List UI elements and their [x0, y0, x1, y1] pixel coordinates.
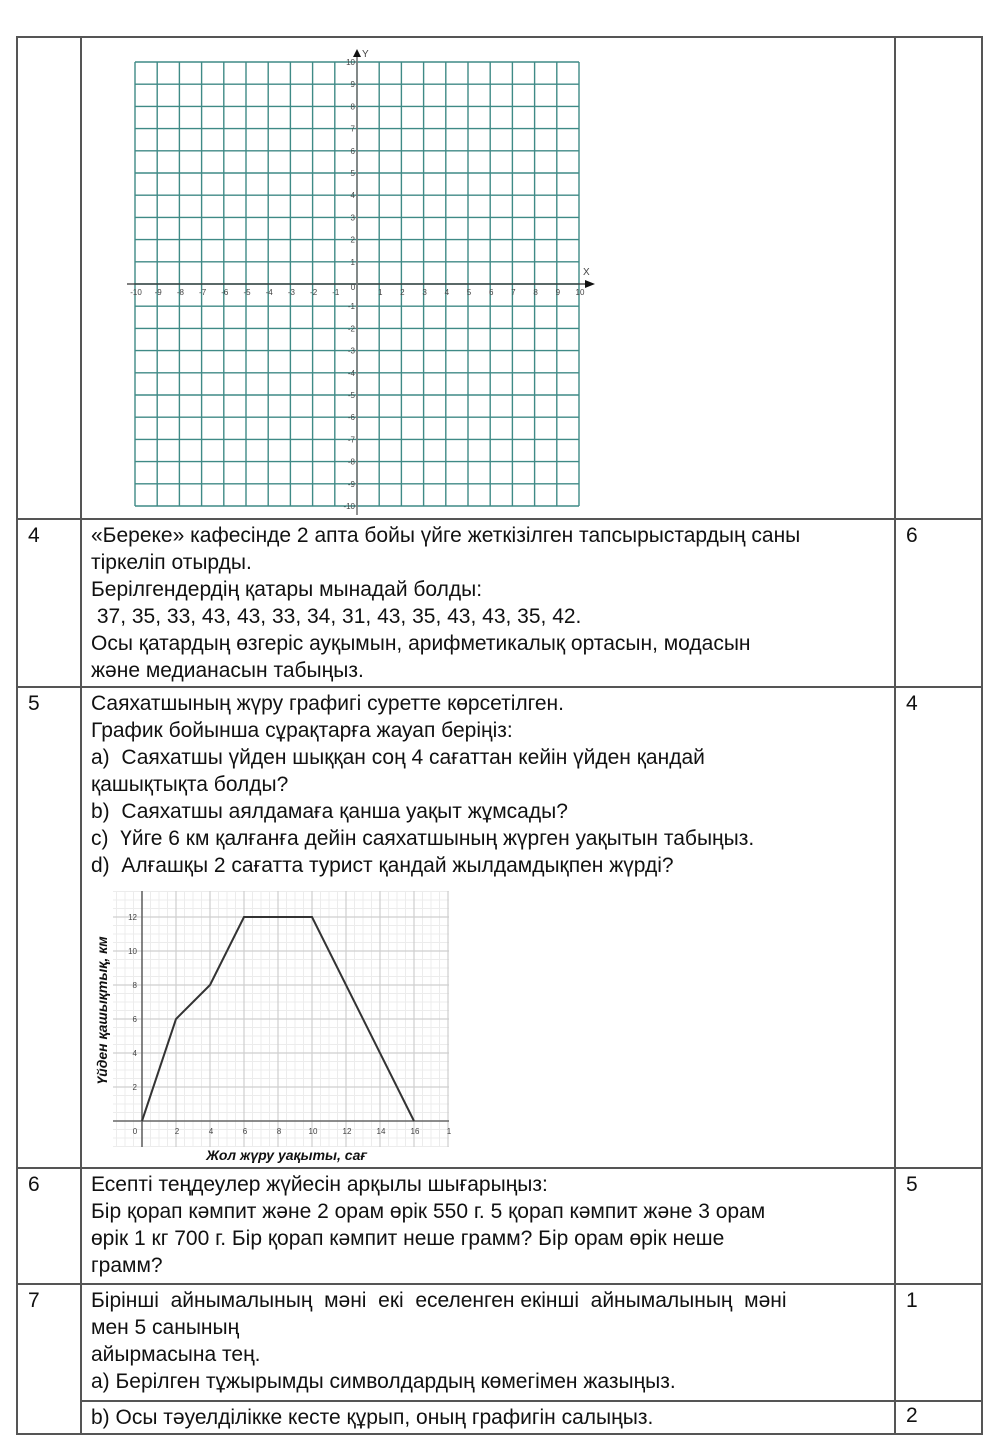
grid-cell	[81, 37, 895, 519]
y-tick-label: 6	[351, 147, 356, 156]
sub-question-a-cont: қашықтықта болды?	[91, 771, 886, 798]
question-number: 6	[17, 1168, 81, 1284]
sub-question-c: c) Үйге 6 км қалғанға дейін саяхатшының жүрген уақытын табыңыз.	[91, 825, 886, 852]
y-tick-label: 9	[351, 80, 356, 89]
sub-question-d: d) Алғашқы 2 сағатта турист қандай жылдамдықпен жүрді?	[91, 852, 886, 879]
question-line: Бір қорап кәмпит және 2 орам өрік 550 г. 5 қорап кәмпит және 3 орам	[91, 1198, 886, 1225]
y-tick-label: 3	[351, 213, 356, 222]
question-line: Осы қатардың өзгеріс ауқымын, арифметикалық ортасын, модасын	[91, 630, 886, 657]
x-tick-label: -8	[177, 288, 185, 297]
sub-question-b: b) Осы тәуелділікке кесте құрып, оның графигін салыңыз.	[81, 1401, 895, 1434]
y-tick-label: -9	[348, 480, 356, 489]
y-tick-label: 10	[346, 58, 355, 67]
table-row-grid	[17, 37, 982, 519]
x-tick-label: 12	[343, 1127, 352, 1136]
x-tick-label: 1	[447, 1127, 452, 1136]
question-number: 5	[17, 687, 81, 1168]
x-tick-label: -2	[310, 288, 318, 297]
sub-question-b: b) Саяхатшы аялдамаға қанша уақыт жұмсады?	[91, 798, 886, 825]
x-tick-label: 2	[400, 288, 405, 297]
points-value: 4	[895, 687, 982, 1168]
y-axis-arrow-icon	[353, 49, 361, 57]
question-line: грамм?	[91, 1252, 886, 1279]
x-tick-label: 1	[378, 288, 383, 297]
sub-question-a: a) Берілген тұжырымды символдардың көмегімен жазыңыз.	[91, 1368, 886, 1395]
question-line: және медианасын табыңыз.	[91, 657, 886, 684]
x-tick-label: 14	[377, 1127, 386, 1136]
x-tick-label: 2	[175, 1127, 180, 1136]
x-tick-label: -10	[130, 288, 142, 297]
y-tick-label: -7	[348, 435, 356, 444]
data-series-line: 37, 35, 33, 43, 43, 33, 34, 31, 43, 35, 43, 43, 35, 42.	[91, 603, 886, 630]
question-number-cell	[17, 37, 81, 519]
y-tick-label: -6	[348, 413, 356, 422]
question-line: мен 5 санының	[91, 1314, 886, 1341]
x-tick-label: 5	[467, 288, 472, 297]
question-line: График бойынша сұрақтарға жауап беріңіз:	[91, 717, 886, 744]
x-tick-label: 8	[533, 288, 538, 297]
x-axis-label: X	[583, 267, 590, 278]
y-tick-label: 7	[351, 125, 356, 134]
table-row-question-7	[17, 1284, 982, 1401]
table-row-question-4	[17, 519, 982, 687]
question-line: өрік 1 кг 700 г. Бір қорап кәмпит неше грамм? Бір орам өрік неше	[91, 1225, 886, 1252]
x-tick-label: 16	[411, 1127, 420, 1136]
coordinate-grid	[113, 40, 613, 516]
x-tick-label: -5	[243, 288, 251, 297]
y-tick-label: 12	[128, 913, 137, 922]
points-value: 1	[895, 1284, 982, 1401]
x-axis-title: Жол жүру уақыты, сағ	[205, 1147, 367, 1163]
question-line: Берілгендердің қатары мынадай болды:	[91, 576, 886, 603]
question-6-text	[81, 1168, 895, 1284]
points-value: 5	[895, 1168, 982, 1284]
x-tick-label: -7	[199, 288, 207, 297]
question-line: тіркеліп отырды.	[91, 549, 886, 576]
x-tick-label: -3	[288, 288, 296, 297]
y-tick-label: 1	[351, 258, 356, 267]
y-axis-title: Үйден қашықтық, км	[94, 936, 110, 1085]
y-tick-label: 4	[133, 1049, 138, 1058]
question-number: 4	[17, 519, 81, 687]
question-line: Бірінші айнымалының мәні екі еселенген екінші айнымалының мәні	[91, 1287, 886, 1314]
question-5-text	[81, 687, 895, 1168]
points-cell	[895, 37, 982, 519]
x-tick-label: 10	[309, 1127, 318, 1136]
y-axis-label: Y	[362, 49, 369, 60]
x-tick-label: 10	[576, 288, 585, 297]
y-tick-label: 10	[128, 947, 137, 956]
x-tick-label: 3	[422, 288, 427, 297]
points-value: 6	[895, 519, 982, 687]
y-tick-label: -3	[348, 347, 356, 356]
y-tick-label: 6	[133, 1015, 138, 1024]
y-tick-label: -8	[348, 458, 356, 467]
x-tick-label: 9	[556, 288, 561, 297]
table-row-question-7b	[17, 1401, 982, 1434]
y-tick-label: 2	[351, 236, 356, 245]
y-tick-label: -10	[343, 502, 355, 511]
x-tick-label: 6	[489, 288, 494, 297]
points-value: 2	[895, 1401, 982, 1434]
question-number: 7	[17, 1284, 81, 1434]
y-tick-label: 4	[351, 191, 356, 200]
question-line: «Береке» кафесінде 2 апта бойы үйге жеткізілген тапсырыстардың саны	[91, 522, 886, 549]
x-tick-label: 4	[209, 1127, 214, 1136]
question-line: айырмасына тең.	[91, 1341, 886, 1368]
x-tick-label: 8	[277, 1127, 282, 1136]
x-tick-label: -6	[221, 288, 229, 297]
x-tick-label: -4	[266, 288, 274, 297]
question-7-text	[81, 1284, 895, 1401]
x-tick-label: 7	[511, 288, 516, 297]
x-tick-label: -9	[155, 288, 163, 297]
question-line: Саяхатшының жүру графигі суретте көрсетілген.	[91, 690, 886, 717]
y-tick-label: 8	[351, 102, 356, 111]
x-tick-label: 4	[445, 288, 450, 297]
y-tick-label: 8	[133, 981, 138, 990]
x-tick-label: 0	[351, 283, 356, 292]
question-4-text	[81, 519, 895, 687]
table-row-question-5	[17, 687, 982, 1168]
y-tick-label: 2	[133, 1083, 138, 1092]
y-tick-label: -1	[348, 302, 356, 311]
travel-graph	[85, 885, 455, 1165]
y-tick-label: -2	[348, 324, 356, 333]
x-axis-arrow-icon	[585, 280, 595, 288]
x-tick-label: -1	[332, 288, 340, 297]
x-tick-label: 0	[133, 1127, 138, 1136]
y-tick-label: -4	[348, 369, 356, 378]
question-line: Есепті теңдеулер жүйесін арқылы шығарыңыз:	[91, 1171, 886, 1198]
table-row-question-6	[17, 1168, 982, 1284]
x-tick-label: 6	[243, 1127, 248, 1136]
sub-question-a: a) Саяхатшы үйден шыққан соң 4 сағаттан кейін үйден қандай	[91, 744, 886, 771]
exam-table	[16, 36, 983, 1435]
y-tick-label: -5	[348, 391, 356, 400]
y-tick-label: 5	[351, 169, 356, 178]
